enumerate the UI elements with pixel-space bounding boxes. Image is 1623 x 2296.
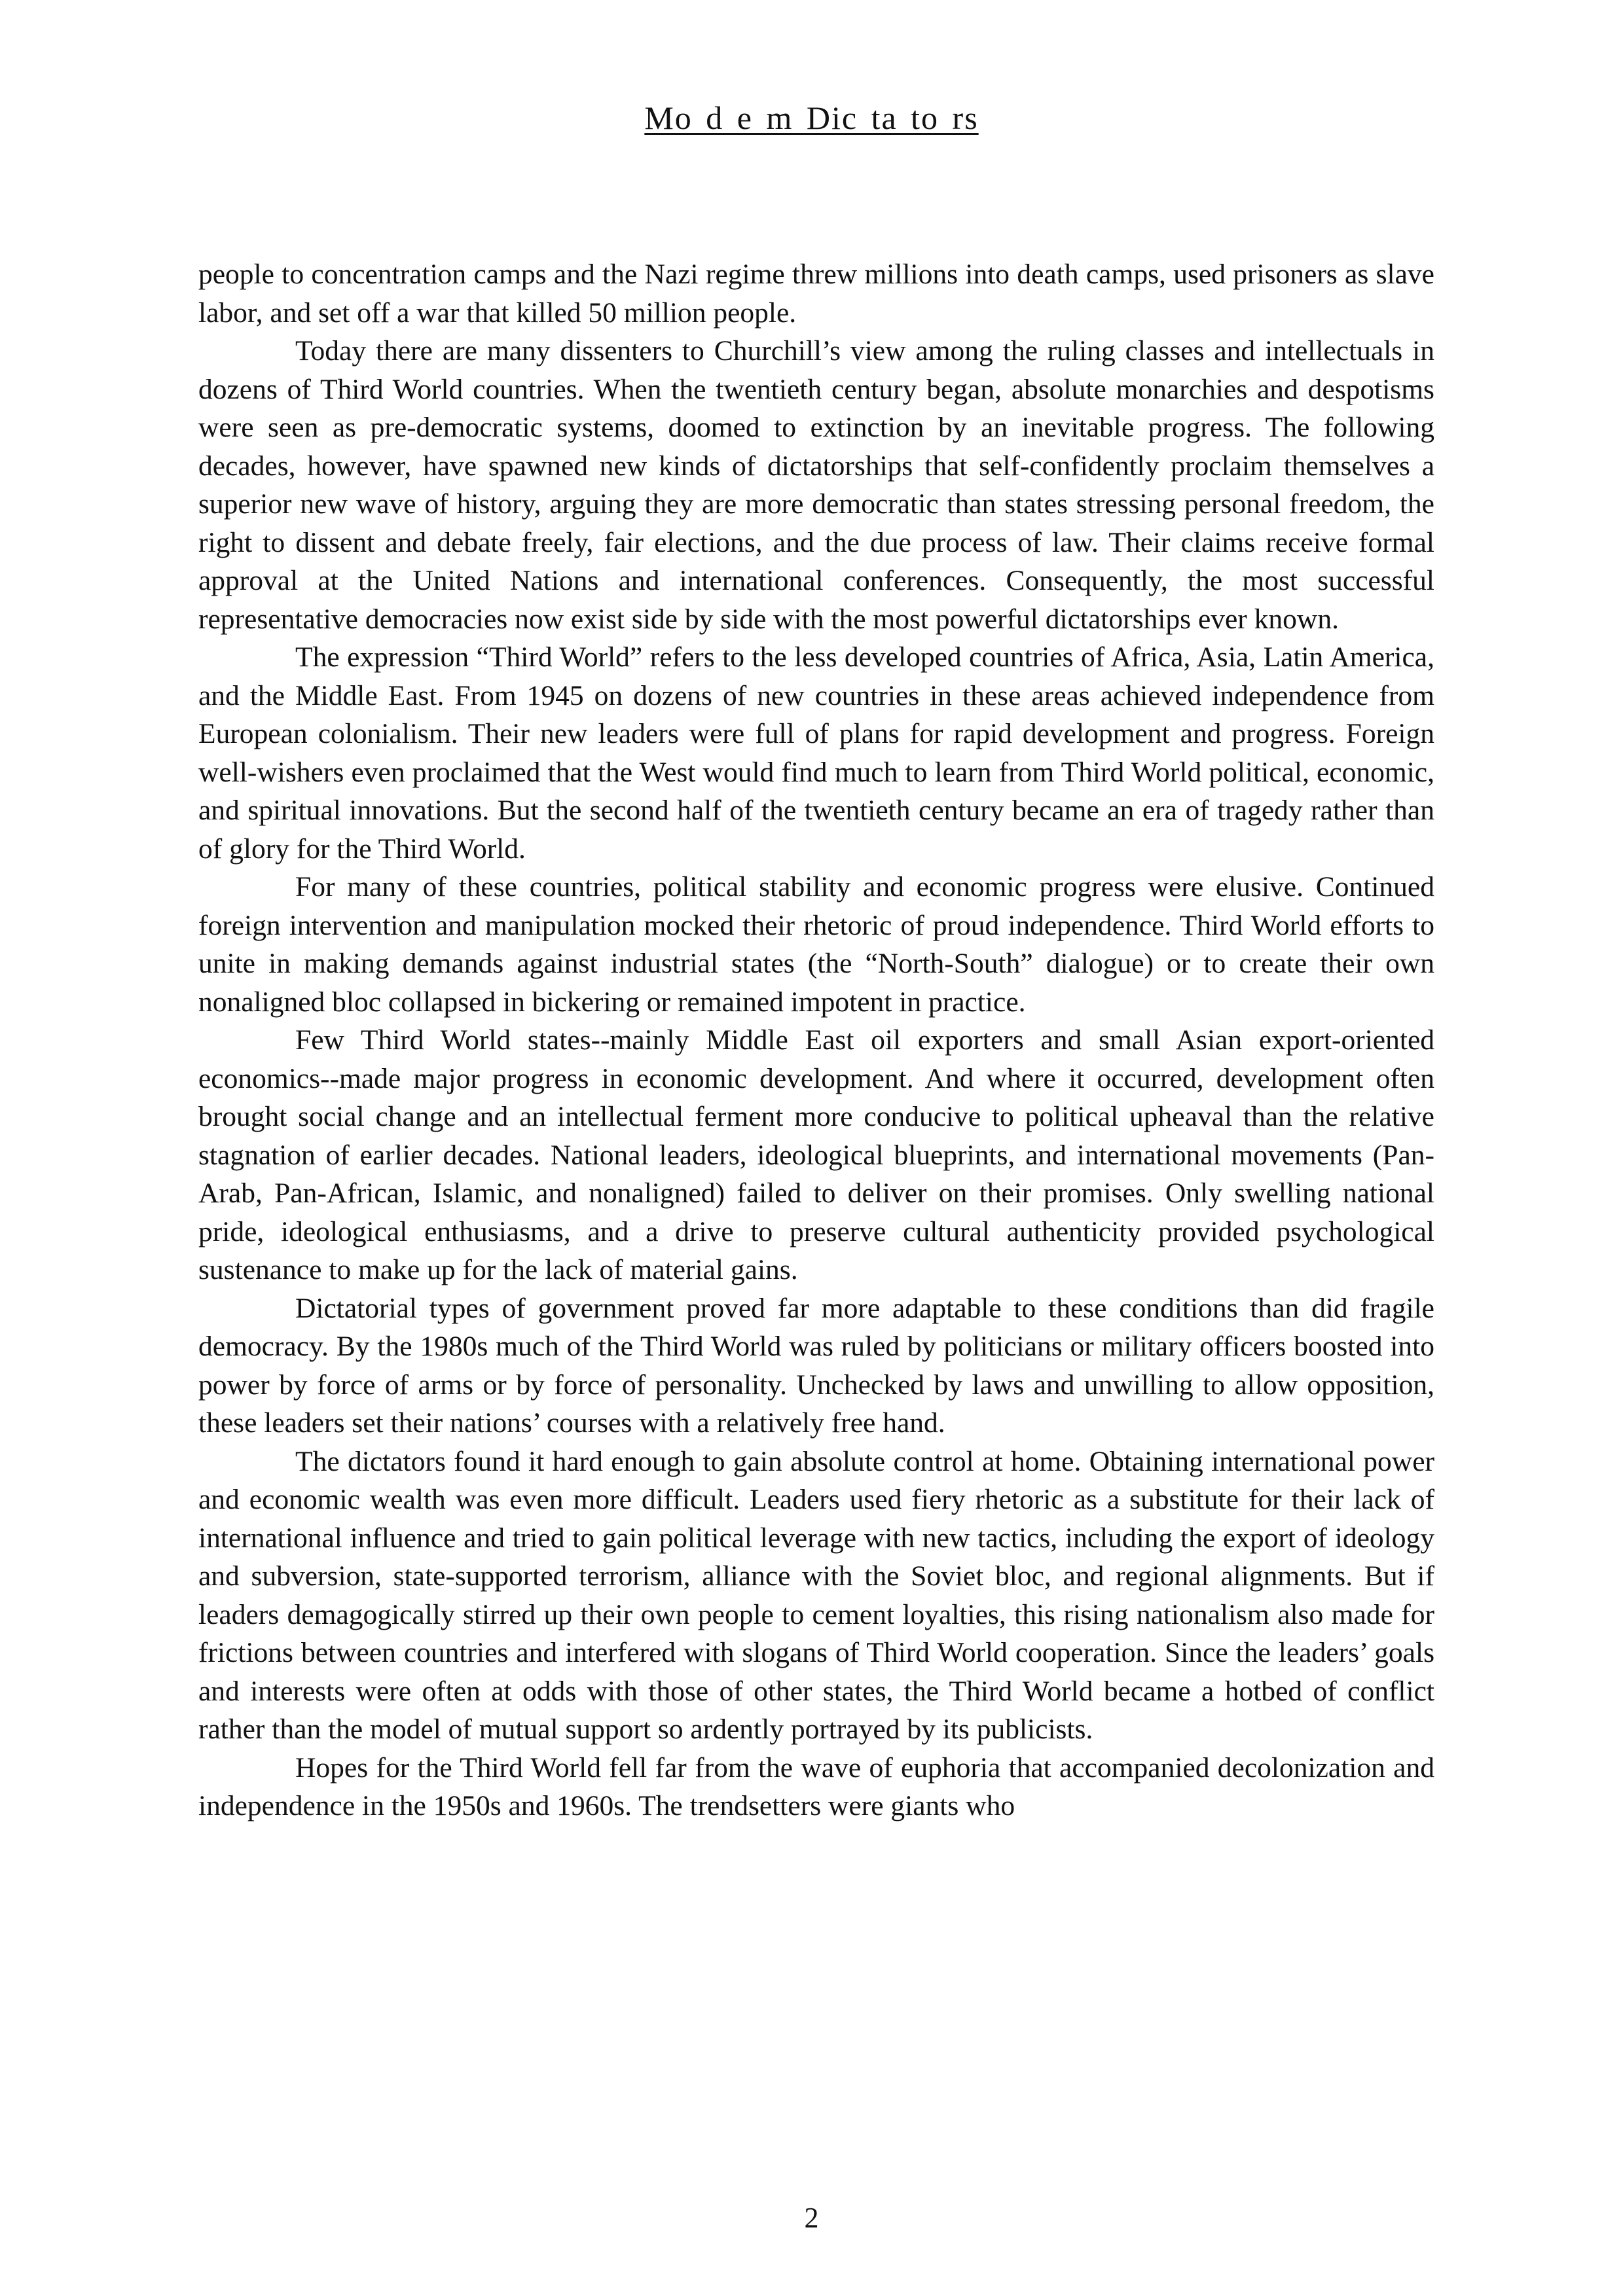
paragraph: Today there are many dissenters to Churchill’s view among the ruling classes and intellectuals in dozens of Third World countries. When the twentieth century began, absolute monarchies and despotisms were seen as pre-democratic systems, doomed to extinction by an inevitable progress. The following decades, however, have spawned new kinds of dictatorships that self-confidently proclaim themselves a superior new wave of history, arguing they are more democratic than states stressing personal freedom, the right to dissent and debate freely, fair elections, and the due process of law. Their claims receive formal approval at the United Nations and international conferences. Consequently, the most successful representative democracies now exist side by side with the most powerful dictatorships ever known. (198, 335, 1434, 635)
paragraph: Hopes for the Third World fell far from the wave of euphoria that accompanied decolonization and independence in the 1950s and 1960s. The trendsetters were giants who (198, 1751, 1434, 1821)
paragraph: Few Third World states--mainly Middle East oil exporters and small Asian export-oriented economics--made major progress in economic development. And where it occurred, development often brought social change and an intellectual ferment more conducive to political upheaval than the relative stagnation of earlier decades. National leaders, ideological blueprints, and international movements (Pan-Arab, Pan-African, Islamic, and nonaligned) failed to deliver on their promises. Only swelling national pride, ideological enthusiasms, and a drive to preserve cultural authenticity provided psychological sustenance to make up for the lack of material gains. (198, 1024, 1434, 1285)
paragraph: The dictators found it hard enough to gain absolute control at home. Obtaining international power and economic wealth was even more difficult. Leaders used fiery rhetoric as a substitute for their lack of international influence and tried to gain political leverage with new tactics, including the export of ideology and subversion, state-supported terrorism, alliance with the Soviet bloc, and regional alignments. But if leaders demagogically stirred up their own people to cement loyalties, this rising nationalism also made for frictions between countries and interfered with slogans of Third World cooperation. Since the leaders’ goals and interests were often at odds with those of other states, the Third World became a hotbed of conflict rather than the model of mutual support so ardently portrayed by its publicists. (198, 1445, 1434, 1745)
page-number: 2 (804, 2202, 819, 2234)
page-header-title: Mo d e m Dic ta to rs (644, 99, 979, 136)
paragraph: Dictatorial types of government proved far more adaptable to these conditions than did fragile democracy. By the 1980s much of the Third World was ruled by politicians or military officers boosted into power by force of arms or by force of personality. Unchecked by laws and unwilling to allow opposition, these leaders set their nations’ courses with a relatively free hand. (198, 1292, 1434, 1439)
paragraph: The expression “Third World” refers to the less developed countries of Africa, Asia, Latin America, and the Middle East. From 1945 on dozens of new countries in these areas achieved independence from European colonialism. Their new leaders were full of plans for rapid development and progress. Foreign well-wishers even proclaimed that the West would find much to learn from Third World political, economic, and spiritual innovations. But the second half of the twentieth century became an era of tragedy rather than of glory for the Third World. (198, 641, 1434, 865)
paragraph: For many of these countries, political stability and economic progress were elusive. Continued foreign intervention and manipulation mocked their rhetoric of proud independence. Third World efforts to unite in making demands against industrial states (the “North-South” dialogue) or to create their own nonaligned bloc collapsed in bickering or remained impotent in practice. (198, 871, 1434, 1018)
paragraph: people to concentration camps and the Nazi regime threw millions into death camps, used prisoners as slave labor, and set off a war that killed 50 million people. (198, 259, 1434, 329)
body-text (198, 255, 1434, 1825)
